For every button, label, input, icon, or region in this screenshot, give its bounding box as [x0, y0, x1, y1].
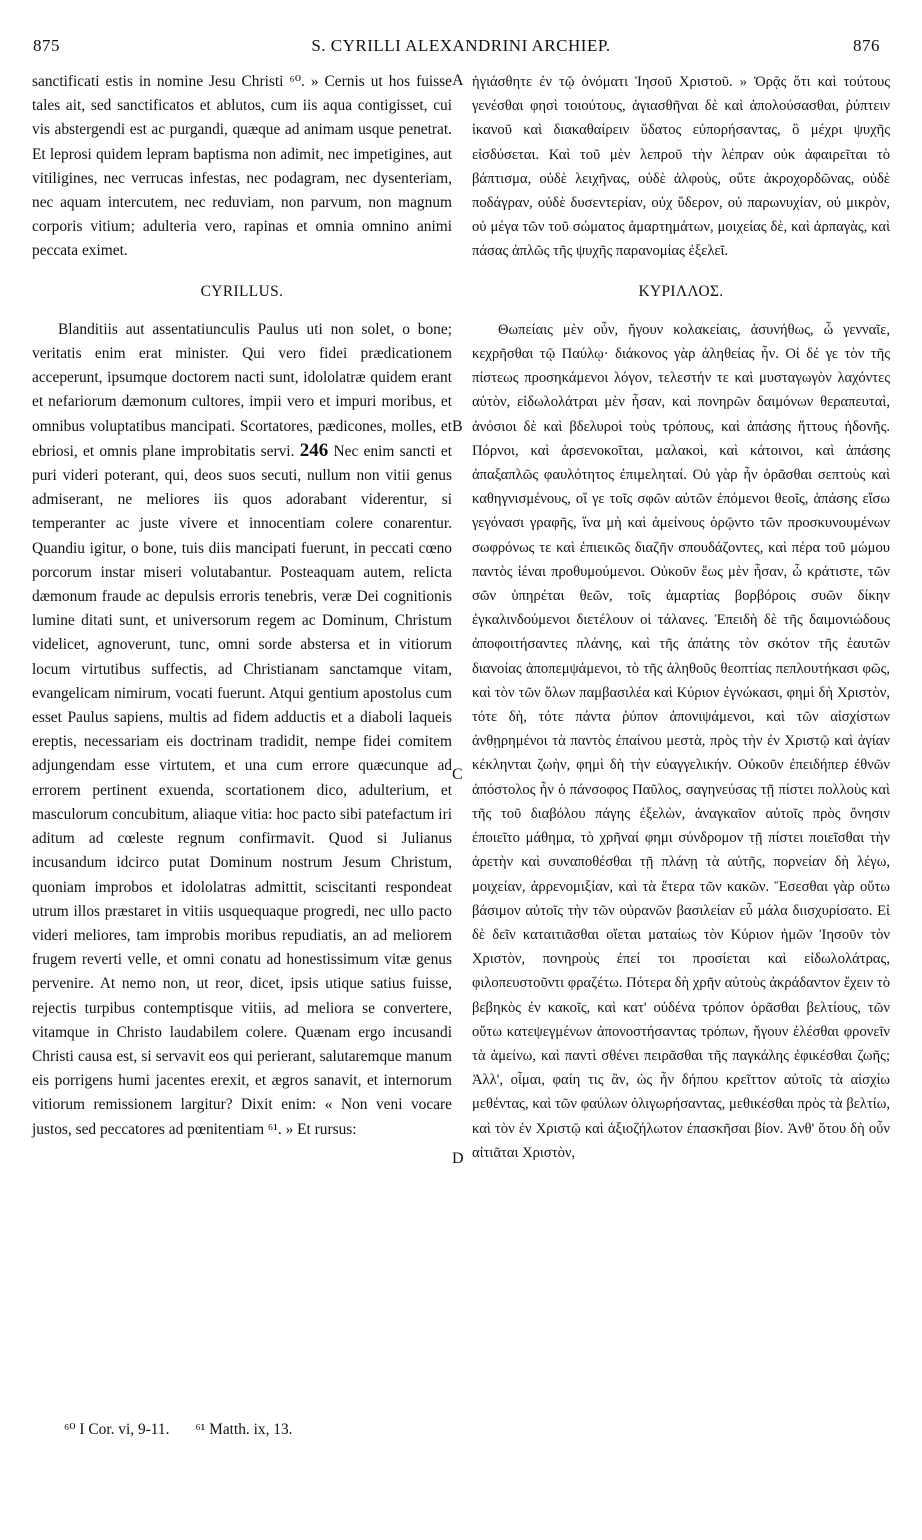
column-number: 246	[299, 439, 329, 461]
greek-body-paragraph: Θωπείαις μὲν οὖν, ἤγουν κολακείαις, ἀσυνήθως, ὦ γενναῖε, κεχρῆσθαι τῷ Παύλῳ· διάκονος γὰρ ἀληθείας ἦν. Οἱ δέ γε τὸν τῆς πίστεως προσηκάμενοι λόγον, τελεστήν τε καὶ μυσταγωγὸν λαχόντες αὐτὸν, εἰδωλολάτραι μὲν ἦσαν, καὶ πονηρῶν δαιμόνων θεραπευταὶ, ἀνόσιοι δὲ καὶ βδελυροὶ τοὺς τρόπους, καὶ ἁπάσης ἥττους ἡδονῆς. Πόρνοι, καὶ ἀρσενοκοῖται, μαλακοὶ, καὶ κάτοινοι, καὶ ἁπάσης ἀπαξαπλῶς φαυλότητος ἐπιμεληταί. Οὐ γὰρ ἦν ὁρᾶσθαι σεπτοὺς καὶ καθηγνισμένους, οἵ γε τοῖς σφῶν αὐτῶν ἑπόμενοι θεοῖς, ἁπάσης εἴσω γεγόνασι γραφῆς, ἵνα μὴ καὶ ἀμείνους ὁρῷντο τῶν προσκυνουμένων σωφρόνως τε καὶ ἐπιεικῶς διαζῆν σπουδάζοντες, καὶ πέρα τοῦ μώμου παντὸς ἰέναι προθυμούμενοι. Οὐκοῦν ἕως μὲν ἦσαν, ὦ κράτιστε, τῶν σῶν ὑπηρέται θεῶν, τοῖς ἁμαρτίας βορβόροις συῶν δίκην ἐγκαλινδούμενοι διετέλουν οἱ τάλανες. Ἐπειδὴ δὲ τῆς δαιμονιώδους ἀποφοιτήσαντες πλάνης, καὶ τῆς ἀπάτης τὸν σκότον τῆς ἑαυτῶν διανοίας ἀποπεμψάμενοι, τὸ τῆς ἀληθοῦς θεοπτίας πεπλουτήκασι φῶς, καὶ τὸν τῶν ὅλων παμβασιλέα καὶ Κύριον ἐγνώκασι, φημὶ δὴ Χριστὸν, τότε δὴ, τότε πάντα ῥύπον ἀπονιψάμενοι, καὶ τῶν αἰσχίστων ἀνθῃρημένοι τὰ παντὸς ἐπαίνου μεστὰ, πρὸς τὴν ἐν Χριστῷ καὶ ἁγίαν κέκληνται ζωὴν, φημὶ δὴ τὴν εὐαγγελικήν. Οὐκοῦν ἐπειδήπερ ἐθνῶν ἀπόστολος ἦν ὁ πάνσοφος Παῦλος, σαγηνεύσας τῇ πίστει πολλοὺς καὶ τῆς τοῦ διαβόλου πάγης ἐξελὼν, ἀναγκαῖον αὐτοῖς πρὸς ὄνησιν ἐποιεῖτο μάθημα, τὸ χρῆναί φημι σύνδρομον τῇ πίστει ποιεῖσθαι τὴν ἀρετὴν καὶ συναποθέσθαι τῇ πλάνῃ τὰ αὐτῆς, πορνείαν δὴ λέγω, μοιχείαν, ἀρρενομιξίαν, καὶ τὰ ἕτερα τῶν κακῶν. Ἔσεσθαι γὰρ οὕτω βάσιμον αὐτοῖς τὴν τῶν οὐρανῶν βασιλείαν εὖ μάλα διισχυρίσατο. Εἰ δὲ δεῖν καταιτιᾶσθαι οἴεται ματαίως τὸν Κύριον ἡμῶν Ἰησοῦν τὸν Χριστὸν, πονηροὺς ἐπεί τοι προσίεται καὶ εἰδωλολάτρας, φιλοπευστοῦντι φραζέτω. Πότερα δὴ χρῆν αὐτοὺς ἀκράδαντον ἔχειν τὸ βεβηκὸς ἐν κακοῖς, καὶ κατ' οὐδένα τρόπον ὁρᾶσθαι βελτίους, τῶν οὕτω κατεψεγμένων ἀπονοστήσαντας τρόπων, ἤγουν ἑλέσθαι φρονεῖν τὰ ἀμείνω, καὶ παντὶ σθένει πειρᾶσθαι τῆς παγκάλης ἐφικέσθαι ζωῆς; Ἀλλ', οἶμαι, φαίη τις ἂν, ὡς ἦν δήπου κρεῖττον αὐτοῖς τὰ αἰσχίω μεθέντας, καὶ τῶν φαύλων ὀλιγωρήσαντας, μεθικέσθαι πρὸς τὰ βελτίω, καὶ τὸν ἐν Χριστῷ καὶ ἀξιοζήλωτον ἐπασκῆσαι βίον. Ἀνθ' ὅτου δὴ οὖν αἰτιᾶται Χριστὸν,	[472, 321, 890, 1161]
latin-body-part-2: Nec enim sancti et puri videri poterant, qui, deos suos secuti, nullum non vitii genus admiserant, ne meliores iis quos adorabant viderentur, si temperanter ac juste vivere et innocentiam colere conarentur. Quandiu igitur, o bone, tuis diis mancipati fuerunt, in peccati cœno porcorum instar miseri volutabantur. Posteaquam autem, relicta dæmonum fraude ac depulsis erroris tenebris, veræ Dei cognitionis lumine ditati sunt, et universorum regem ac Dominum, Christum videlicet, agnoverunt, tunc, omni sorde abstersa et in vitiorum locum virtutibus suffectis, ad Christianam sanctamque vitam, evangelicam nimirum, vocati fuerunt. Atqui gentium apostolus cum esset Paulus sapiens, multis ad fidem adductis et a diaboli laqueis ereptis, necessariam eis doctrinam tradidit, nempe fidei comitem adjungendam esse virtutem, et una cum errore quæcunque ad errorem pertinent exuenda, scortationem dico, adulterium, et masculorum concubitum, aliaque vitia: hoc pacto sibi patefactum iri aditum ad cœleste regnum confirmavit. Quod si Julianus incusandum idcirco putat Dominum nostrum Jesum Christum, quoniam improbos et idololatras admittit, sciscitanti respondeat utrum illos præstaret in vitiis usquequaque progredi, nec ullo pacto videri meliores, tam improbis moribus repudiatis, an ad meliorem frugem reverti velle, et omni conatu ad honestissimum vitæ genus pervenire. At nemo non, ut reor, dicet, ipsis utique satius fuisse, rejectis turpibus contemptisque vitiis, ad meliora se convertere, vitamque in Christo laudabilem colere. Quænam ergo incusandi Christi causa est, si servavit eos qui perierant, salutaremque manum eis porrigens humi jacentes erexit, et ægros sanavit, et internorum vitiorum remissionem largitur? Dixit enim: « Non veni vocare justos, sed peccatores ad pœnitentiam ⁶¹. » Et rursus:	[32, 442, 452, 1138]
greek-intro-paragraph: ἡγιάσθητε ἐν τῷ ὀνόματι Ἰησοῦ Χριστοῦ. » Ὁρᾷς ὅτι καὶ τούτους γενέσθαι φησὶ τοιούτους, ἁγιασθῆναι δὲ καὶ ἀπολούσασθαι, ῥύπτειν ἱκανοῦ καὶ διακαθαίρειν ὕδατος εὐπορήσαντας, ὃ μέχρι ψυχῆς εἰσδύσεται. Καὶ τοῦ μὲν λεπροῦ τὴν λέπραν οὐκ ἀφαιρεῖται τὸ βάπτισμα, οὐδὲ λειχῆνας, οὐδὲ ἀλφοὺς, οὔτε ἀκροχορδῶνας, οὐδὲ ποδάγραν, οὐδὲ δυσεντερίαν, οὐχ ὕδερον, οὐ παρωνυχίαν, οὐ μικρὸν, οὐ μέγα τῶν τοῦ σώματος ἁμαρτημάτων, μοιχείας δὲ, καὶ ἁρπαγὰς, καὶ πάσας ἁπλῶς τῆς ψυχῆς παρανομίας ἐξελεῖ.	[472, 74, 890, 260]
section-marker-c: C	[452, 766, 463, 783]
section-marker-a: A	[452, 72, 464, 89]
latin-column	[32, 70, 452, 1142]
footnote-60: ⁶⁰ I Cor. vi, 9-11.	[64, 1421, 170, 1438]
greek-section-heading: ΚΥΡΙΛΛΟΣ.	[638, 282, 724, 300]
latin-section-heading: CYRILLUS.	[200, 282, 284, 300]
latin-body-paragraph	[32, 318, 452, 1142]
latin-intro-paragraph: sanctificati estis in nomine Jesu Christi ⁶⁰. » Cernis ut hos fuisse tales ait, sed sanctificatos et ablutos, cum iis aqua contigisset, cui vis abstergendi est ac purgandi, quæque ad animam usque penetrat. Et leprosi quidem lepram baptisma non adimit, nec impetigines, aut vitiligines, nec verrucas infestas, nec podagram, nec dysenteriam, nec aquam intercutem, nec reduviam, non parvum, non magnum corporis vitium; adulteria vero, rapinas et omnia omnino animi peccata eximet.	[32, 73, 452, 260]
section-marker-b: B	[452, 418, 463, 435]
footnote-61: ⁶¹ Matth. ix, 13.	[195, 1421, 293, 1438]
page-header	[0, 36, 922, 62]
section-marker-d: D	[452, 1150, 464, 1167]
running-title: S. CYRILLI ALEXANDRINI ARCHIEP.	[311, 36, 611, 55]
greek-column	[472, 70, 890, 1165]
right-page-number: 876	[853, 36, 880, 55]
latin-body-part-1: Blanditiis aut assentatiunculis Paulus uti non solet, o bone; veritatis enim erat minister. Qui vero fidei prædicationem acceperunt, ipsumque doctorem nacti sunt, idololatræ quidem erant et nefariorum dæmonum cultores, impii vero et impuri moribus, et omnibus voluptatibus mancipati. Scortatores, pædicones, molles, et ebriosi, et omnis plane improbitatis servi.	[32, 320, 452, 460]
left-page-number: 875	[33, 36, 60, 55]
footnotes	[64, 1420, 315, 1439]
